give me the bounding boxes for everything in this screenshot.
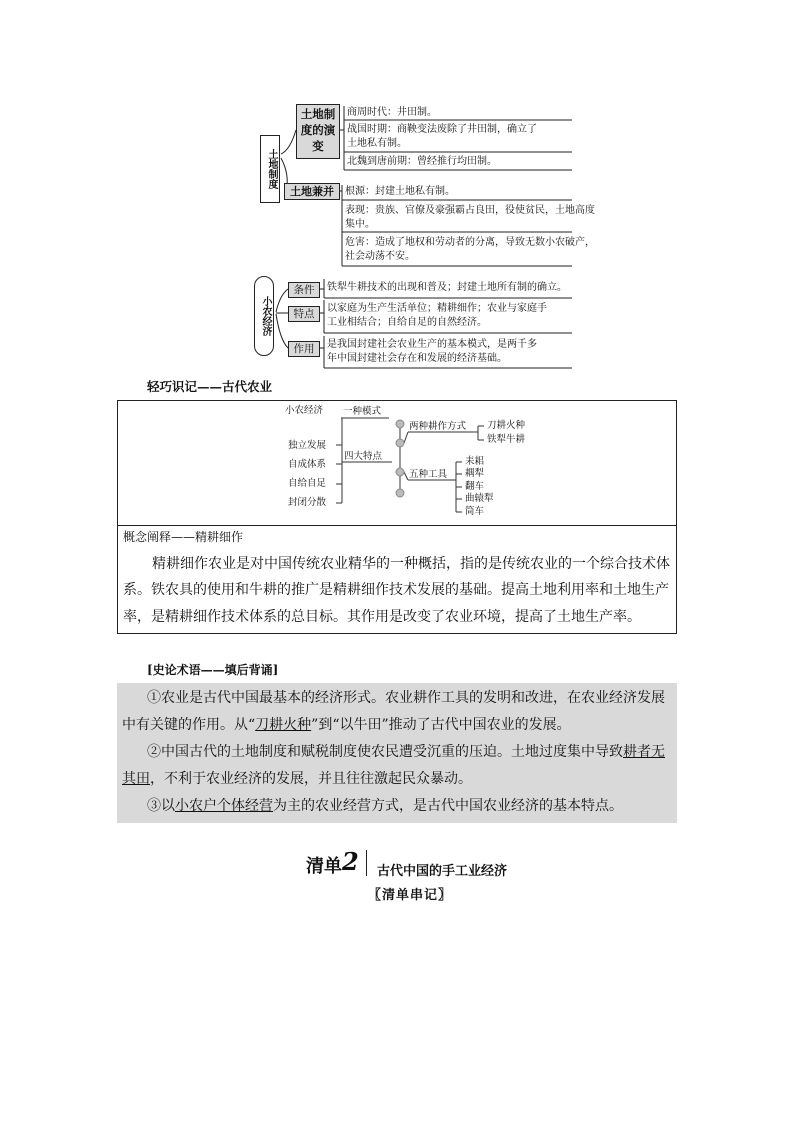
concept-line-2: 系。铁农具的使用和牛耕的推广是精耕细作技术发展的基础。提高土地利用率和土地生产 <box>123 582 669 598</box>
memory-heading: 轻巧识记——古代农业 <box>147 379 273 394</box>
terms-p3-line <box>147 792 623 820</box>
land-annexation-label: 土地兼并 <box>284 183 340 200</box>
land-annexation-line-1: 根源：封建土地私有制。 <box>345 186 455 197</box>
land-annexation-line-2: 表现：贵族、官僚及豪强霸占良田，役使贫民，土地高度 <box>345 205 595 216</box>
diagram-tool-1: 耒耜 <box>465 456 485 467</box>
terms-p3-text-a: ③以 <box>147 798 175 814</box>
terms-p3-underlined: 小农户个体经营 <box>175 798 273 814</box>
small-farm-feature-line-1: 以家庭为生产生活单位；精耕细作；农业与家庭手 <box>327 303 547 314</box>
diagram-four-features: 四大特点 <box>344 451 383 462</box>
land-evolution-line-1: 商周时代：井田制。 <box>347 107 437 118</box>
terms-p1-text-d: ”到“以牛田”推动了古代中国农业的发展。 <box>311 717 571 733</box>
section2-title: 古代中国的手工业经济 <box>377 864 508 879</box>
land-annexation-line-4: 危害：造成了地权和劳动者的分离，导致无数小农破产， <box>345 237 595 248</box>
land-evolution-line-3: 土地私有制。 <box>347 138 407 149</box>
terms-p2-line-1 <box>147 738 665 766</box>
small-farm-feature-line-2: 工业相结合；自给自足的自然经济。 <box>327 317 487 328</box>
diagram-method-2: 铁犁牛耕 <box>487 434 526 445</box>
concept-title: 概念阐释——精耕细作 <box>123 530 244 544</box>
small-farm-role-line-2: 年中国封建社会存在和发展的经济基础。 <box>327 353 507 364</box>
terms-p1-line-2 <box>122 711 571 739</box>
diagram-tool-4: 曲辕犁 <box>465 493 494 504</box>
diagram-two-methods: 两种耕作方式 <box>409 421 467 432</box>
terms-p2-underlined-2: 其田 <box>122 771 150 787</box>
diagram-tool-2: 耦犁 <box>465 468 485 479</box>
diagram-feature-3: 自给自足 <box>288 478 327 489</box>
section2-number: 2 <box>342 847 359 876</box>
terms-heading: [史论术语——填后背诵] <box>147 663 279 677</box>
land-evolution-line-4: 北魏到唐前期：曾经推行均田制。 <box>347 156 497 167</box>
land-annexation-line-5: 社会动荡不安。 <box>345 251 415 262</box>
concept-line-1: 精耕细作农业是对中国传统农业精华的一种概括，指的是传统农业的一个综合技术体 <box>152 556 670 572</box>
land-evolution-line-2: 战国时期：商鞅变法废除了井田制，确立了 <box>347 124 537 135</box>
small-farm-feature-label: 特点 <box>288 306 320 322</box>
memory-divider <box>118 525 676 526</box>
small-farm-role-line-1: 是我国封建社会农业生产的基本模式，是两千多 <box>327 339 537 350</box>
small-farm-root: 小农经济 <box>254 276 274 356</box>
land-evolution-label: 土地制度的演变 <box>296 104 340 159</box>
section2-divider <box>366 850 367 876</box>
diagram-feature-4: 封闭分散 <box>288 497 327 508</box>
diagram-tool-3: 翻车 <box>465 481 485 492</box>
terms-p2-text-a: ②中国古代的土地制度和赋税制度使农民遭受沉重的压迫。土地过度集中导致 <box>147 744 623 760</box>
diagram-feature-1: 独立发展 <box>288 440 327 451</box>
concept-line-3: 率，是精耕细作技术体系的总目标。其作用是改变了农业环境，提高了土地生产率。 <box>123 609 641 625</box>
small-farm-condition-line-1: 铁犁牛耕技术的出现和普及；封建土地所有制的确立。 <box>327 282 567 293</box>
terms-p2-text-d: ，不利于农业经济的发展，并且往往激起民众暴动。 <box>150 771 472 787</box>
diagram-tool-5: 筒车 <box>465 506 485 517</box>
diagram-one-mode: 一种模式 <box>343 406 382 417</box>
diagram-method-1: 刀耕火种 <box>487 420 526 431</box>
section2-subtitle: 〖清单串记〗 <box>368 888 453 903</box>
terms-p2-underlined-1: 耕者无 <box>623 744 665 760</box>
terms-p1-text-b: 中有关键的作用。从“ <box>122 717 256 733</box>
section2-prefix: 清单 <box>306 856 342 877</box>
terms-p1-underlined: 刀耕火种 <box>255 717 312 733</box>
small-farm-role-label: 作用 <box>288 341 320 357</box>
terms-p3-text-c: 为主的农业经营方式，是古代中国农业经济的基本特点。 <box>273 798 623 814</box>
terms-p1-line-1: ①农业是古代中国最基本的经济形式。农业耕作工具的发明和改进，在农业经济发展 <box>147 690 665 706</box>
terms-p2-line-2 <box>122 765 472 793</box>
small-farm-condition-label: 条件 <box>288 282 320 298</box>
diagram-five-tools: 五种工具 <box>409 469 448 480</box>
land-system-root: 土地制度 <box>260 135 280 203</box>
land-annexation-line-3: 集中。 <box>345 219 375 230</box>
diagram-root: 小农经济 <box>285 405 324 416</box>
diagram-feature-2: 自成体系 <box>288 459 327 470</box>
